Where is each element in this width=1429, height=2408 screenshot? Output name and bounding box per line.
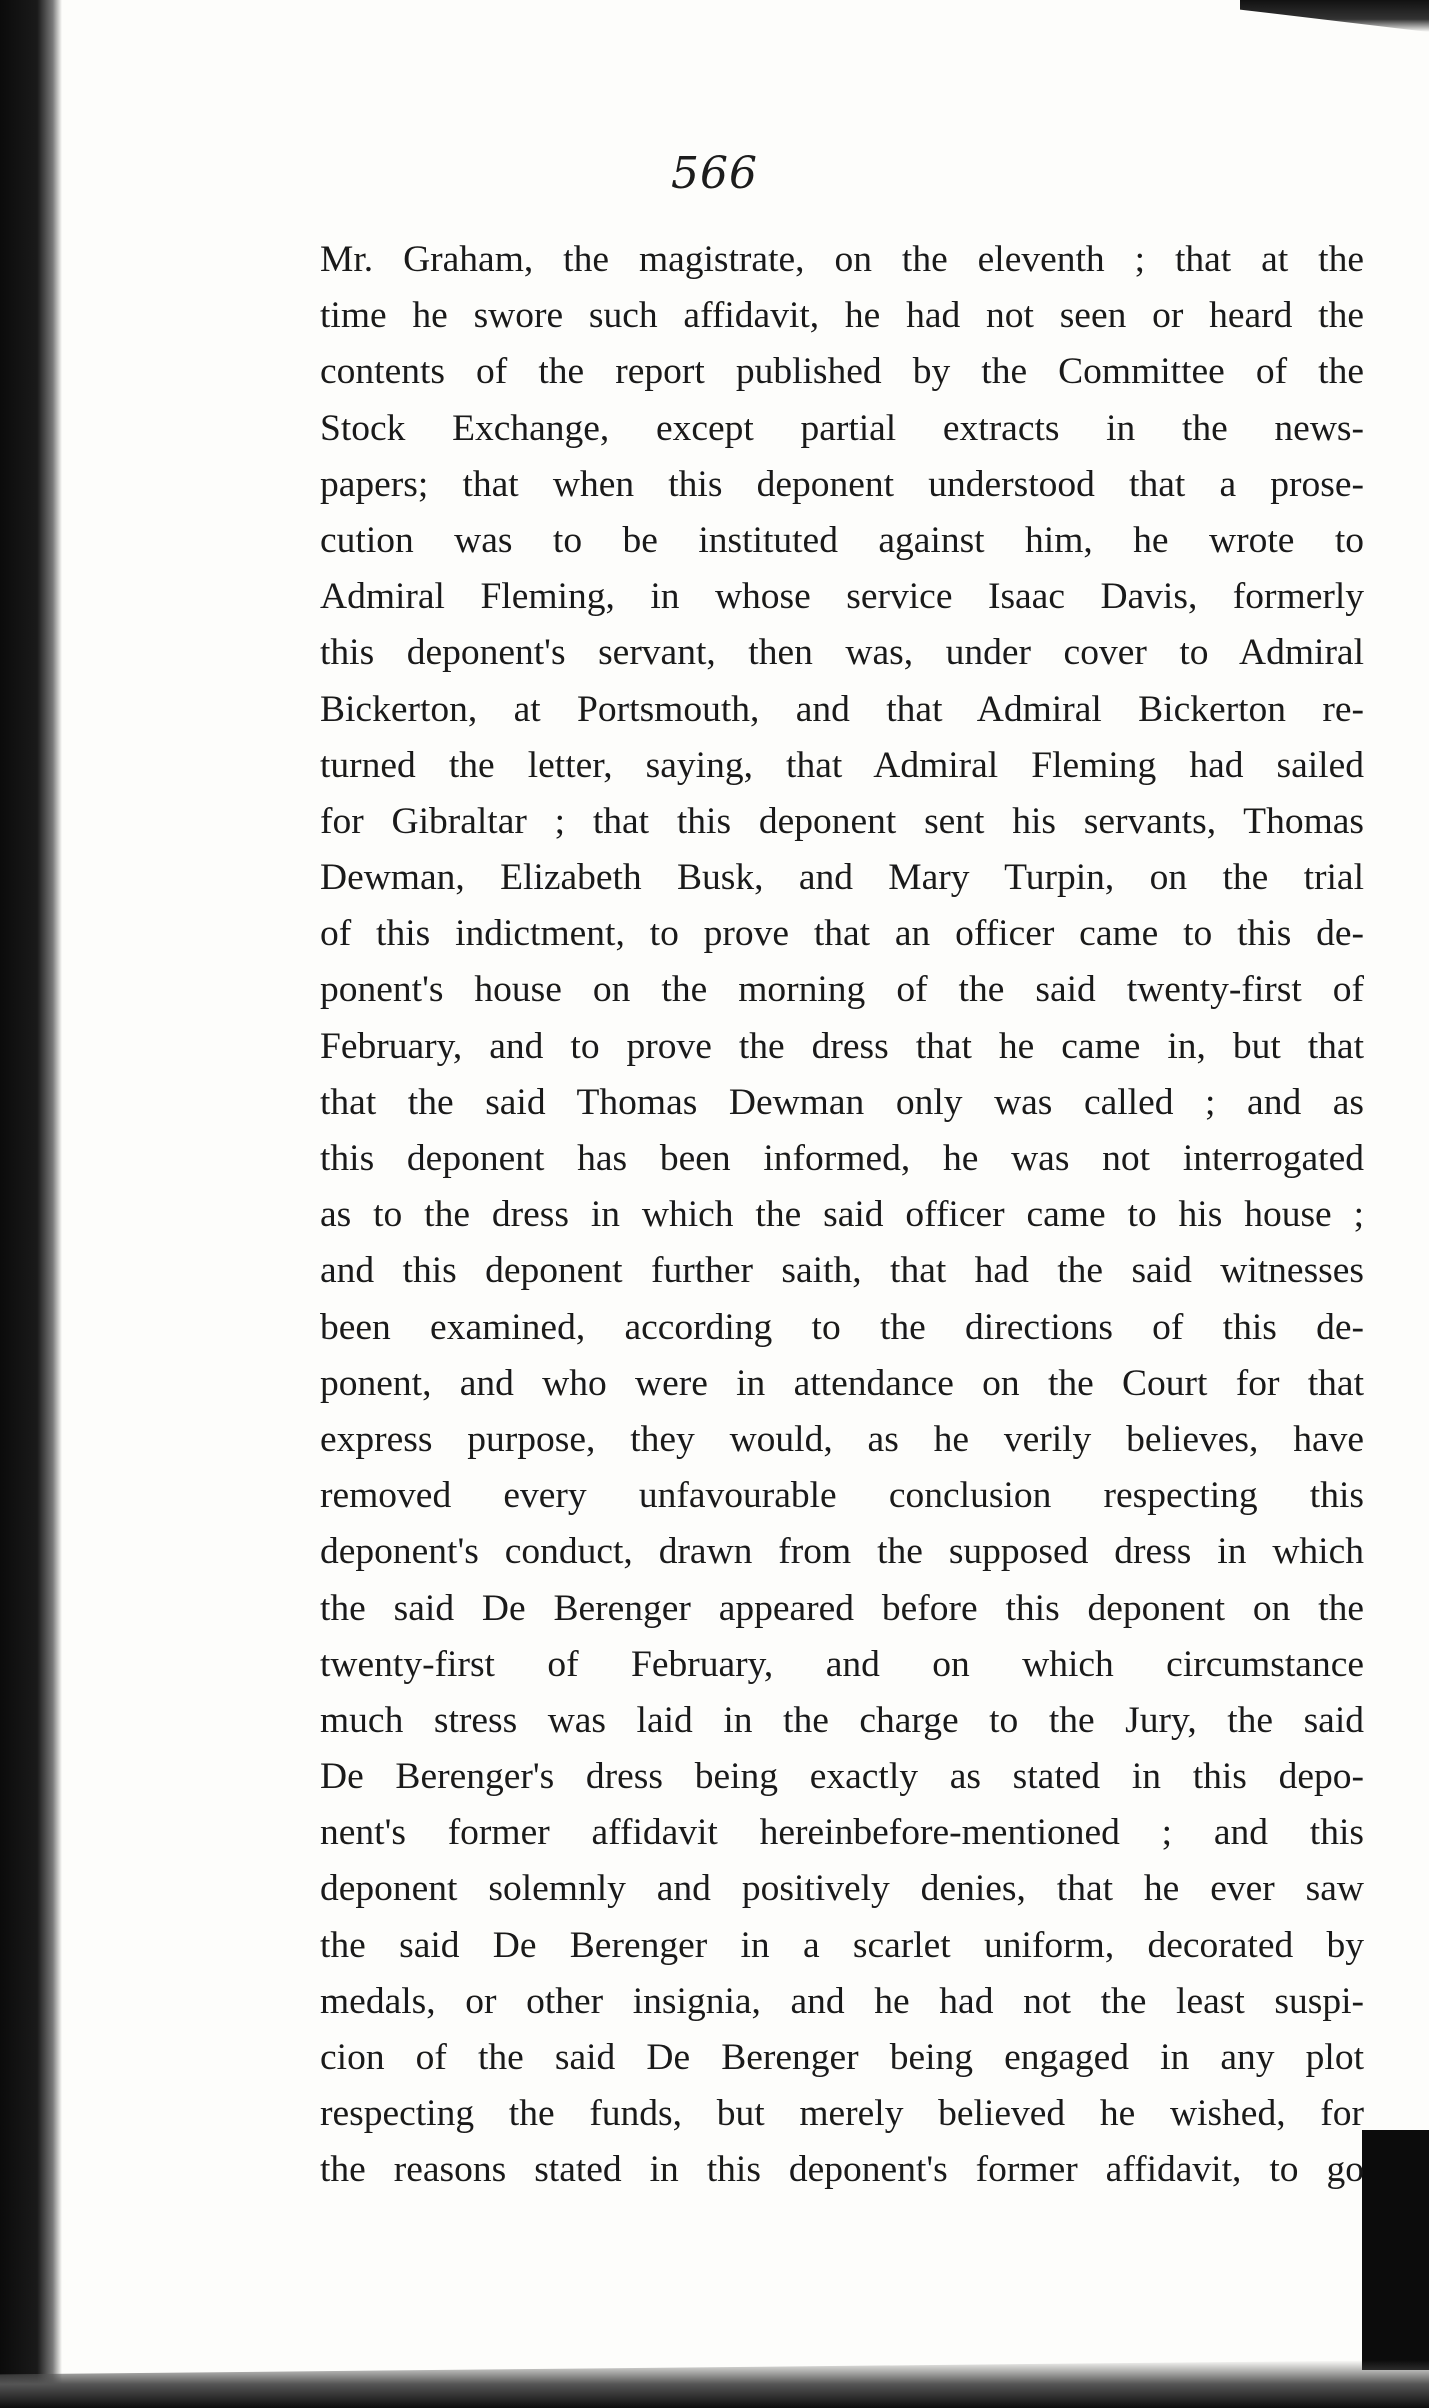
- text-line: Mr. Graham, the magistrate, on the eleventh ; that at the: [320, 239, 1364, 280]
- body-text: [320, 232, 1364, 2199]
- scan-edge-bottom: [0, 2360, 1429, 2408]
- text-line: the said De Berenger appeared before this deponent on the: [320, 1587, 1364, 1629]
- text-line: much stress was laid in the charge to the Jury, the said: [320, 1699, 1364, 1741]
- text-line: turned the letter, saying, that Admiral Fleming had sailed: [320, 744, 1364, 786]
- page-number: 566: [671, 148, 758, 199]
- text-line: February, and to prove the dress that he came in, but that: [320, 1025, 1364, 1067]
- text-line: express purpose, they would, as he verily believes, have: [320, 1418, 1364, 1460]
- scan-edge-top-right: [1240, 0, 1429, 32]
- text-line: been examined, according to the directions of this de-: [320, 1306, 1364, 1348]
- text-line: for Gibraltar ; that this deponent sent his servants, Thomas: [320, 800, 1364, 842]
- text-line: of this indictment, to prove that an officer came to this de-: [320, 913, 1364, 955]
- text-line: Admiral Fleming, in whose service Isaac Davis, formerly: [320, 576, 1364, 618]
- text-line: time he swore such affidavit, he had not seen or heard the: [320, 295, 1364, 337]
- text-line: removed every unfavourable conclusion respecting this: [320, 1475, 1364, 1517]
- text-line: the reasons stated in this deponent's former affidavit, to go: [320, 2149, 1364, 2191]
- text-line: deponent solemnly and positively denies, that he ever saw: [320, 1868, 1364, 1910]
- scan-edge-left: [0, 0, 62, 2408]
- text-line: this deponent's servant, then was, under cover to Admiral: [320, 632, 1364, 674]
- text-line: as to the dress in which the said officer came to his house ;: [320, 1194, 1364, 1236]
- text-line: this deponent has been informed, he was not interrogated: [320, 1138, 1364, 1179]
- text-line: Stock Exchange, except partial extracts in the news-: [320, 407, 1364, 449]
- text-line: De Berenger's dress being exactly as stated in this depo-: [320, 1756, 1364, 1798]
- text-line: cution was to be instituted against him, he wrote to: [320, 519, 1364, 561]
- text-line: contents of the report published by the Committee of the: [320, 351, 1364, 393]
- text-line: papers; that when this deponent understood that a prose-: [320, 463, 1364, 505]
- text-line: respecting the funds, but merely believed he wished, for: [320, 2093, 1364, 2135]
- text-line: medals, or other insignia, and he had not the least suspi-: [320, 1980, 1364, 2022]
- text-line: and this deponent further saith, that had the said witnesses: [320, 1250, 1364, 1292]
- text-line: that the said Thomas Dewman only was called ; and as: [320, 1081, 1364, 1123]
- text-line: ponent's house on the morning of the said twenty-first of: [320, 969, 1364, 1011]
- text-line: twenty-first of February, and on which circumstance: [320, 1643, 1364, 1685]
- text-line: deponent's conduct, drawn from the supposed dress in which: [320, 1531, 1364, 1573]
- text-line: the said De Berenger in a scarlet uniform, decorated by: [320, 1924, 1364, 1966]
- text-line: Bickerton, at Portsmouth, and that Admiral Bickerton re-: [320, 688, 1364, 730]
- scan-edge-right-block: [1362, 2130, 1429, 2370]
- text-line: Dewman, Elizabeth Busk, and Mary Turpin, on the trial: [320, 857, 1364, 899]
- text-line: ponent, and who were in attendance on the Court for that: [320, 1362, 1364, 1404]
- text-line: cion of the said De Berenger being engaged in any plot: [320, 2037, 1364, 2078]
- text-line: nent's former affidavit hereinbefore-mentioned ; and this: [320, 1812, 1364, 1854]
